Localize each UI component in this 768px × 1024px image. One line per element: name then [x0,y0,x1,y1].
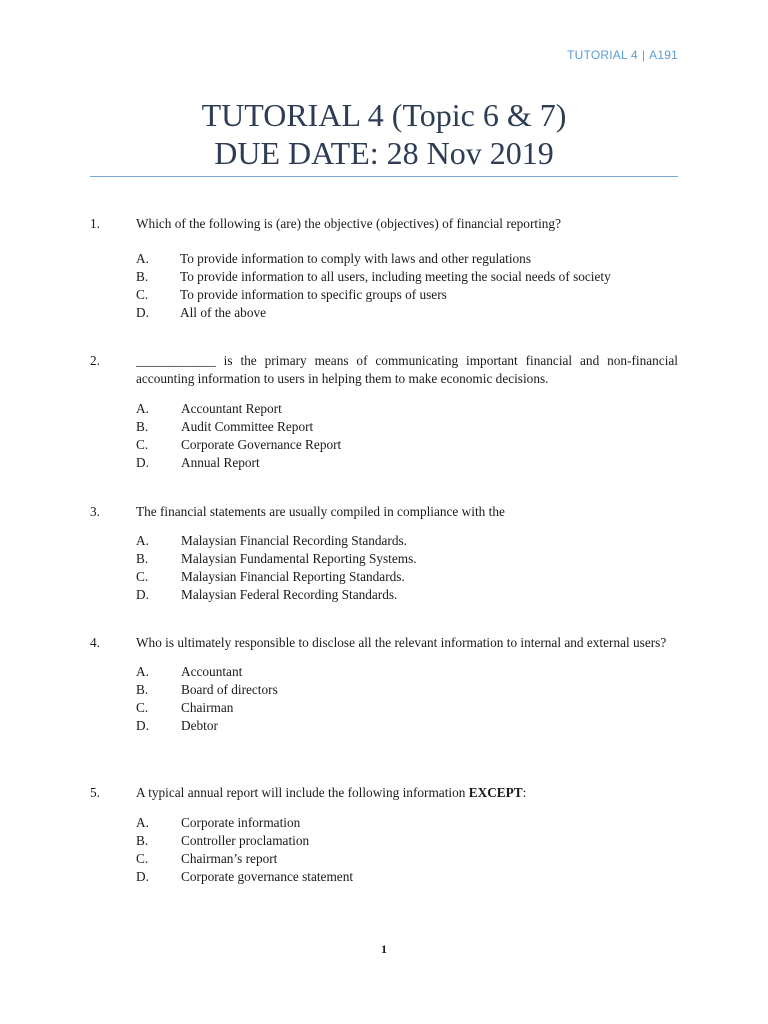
option-text: Controller proclamation [181,833,310,848]
option-text: Malaysian Federal Recording Standards. [181,587,398,602]
option-letter: D. [136,587,149,602]
question-text: Which of the following is (are) the objective (objectives) of financial reporting? [136,216,561,231]
option-text: To provide information to all users, including meeting the social needs of society [180,269,611,284]
question-text-end: : [522,785,527,800]
option-b [136,681,678,699]
option-a [136,663,678,681]
option-letter: B. [136,419,149,434]
option-letter: B. [136,833,149,848]
option-b [136,832,678,850]
title-line-1: TUTORIAL 4 (Topic 6 & 7) [201,97,567,133]
question-text-start: A typical annual report will include the following information [136,785,469,800]
option-letter: C. [136,287,149,302]
option-letter: C. [136,700,149,715]
option-list [136,814,678,886]
option-text: Accountant [181,664,243,679]
option-text: Chairman [181,700,234,715]
option-a [136,250,678,268]
option-list [136,400,678,472]
option-letter: C. [136,437,149,452]
question-5 [90,784,678,886]
question-text [136,784,678,802]
option-b [136,268,678,286]
option-letter: A. [136,401,149,416]
title-line-2: DUE DATE: 28 Nov 2019 [214,135,554,171]
option-c [136,436,678,454]
option-text: Corporate Governance Report [181,437,342,452]
question-2 [90,352,678,472]
question-text: The financial statements are usually compiled in compliance with the [136,504,505,519]
option-letter: D. [136,718,149,733]
question-number: 4. [90,635,100,650]
question-text: Who is ultimately responsible to disclose all the relevant information to internal and external users? [136,635,667,650]
option-a [136,532,678,550]
option-letter: D. [136,455,149,470]
option-letter: C. [136,569,149,584]
option-c [136,286,678,304]
option-letter: C. [136,851,149,866]
option-text: Malaysian Financial Recording Standards. [181,533,407,548]
option-d [136,717,678,735]
title-divider [90,176,678,177]
option-text: Accountant Report [181,401,282,416]
option-text: To provide information to specific groups of users [180,287,447,302]
option-d [136,304,678,322]
option-d [136,454,678,472]
question-1 [90,215,678,322]
option-text: Board of directors [181,682,278,697]
question-number: 3. [90,504,100,519]
question-4 [90,634,678,735]
option-d [136,586,678,604]
option-letter: D. [136,869,149,884]
option-text: Corporate governance statement [181,869,354,884]
header-code: A191 [649,48,678,62]
question-text: ____________ is the primary means of communicating important financial and non-financial accounting information to users in helping them to make economic decisions. [136,353,678,386]
page-number: 1 [381,942,387,956]
option-letter: B. [136,551,149,566]
option-letter: A. [136,664,149,679]
option-text: To provide information to comply with laws and other regulations [180,251,531,266]
header-separator: | [641,48,646,62]
question-number: 2. [90,353,100,368]
question-3 [90,503,678,604]
option-text: Chairman’s report [181,851,278,866]
option-letter: A. [136,251,149,266]
option-text: All of the above [180,305,267,320]
option-letter: A. [136,815,149,830]
page-title [90,96,678,172]
option-b [136,418,678,436]
question-number: 5. [90,785,100,800]
option-text: Debtor [181,718,218,733]
header-tutorial: TUTORIAL 4 [567,48,638,62]
option-a [136,814,678,832]
question-text-emphasis: EXCEPT [468,785,523,800]
option-c [136,699,678,717]
option-b [136,550,678,568]
option-text: Malaysian Financial Reporting Standards. [181,569,405,584]
option-list [136,532,678,604]
option-c [136,850,678,868]
option-letter: D. [136,305,149,320]
option-list [136,663,678,735]
option-letter: B. [136,682,149,697]
option-a [136,400,678,418]
option-text: Corporate information [181,815,301,830]
option-text: Audit Committee Report [181,419,314,434]
option-letter: B. [136,269,149,284]
question-number: 1. [90,216,100,231]
option-d [136,868,678,886]
option-text: Malaysian Fundamental Reporting Systems. [181,551,417,566]
option-list [136,250,678,322]
option-c [136,568,678,586]
option-text: Annual Report [181,455,260,470]
running-header [567,48,678,62]
option-letter: A. [136,533,149,548]
